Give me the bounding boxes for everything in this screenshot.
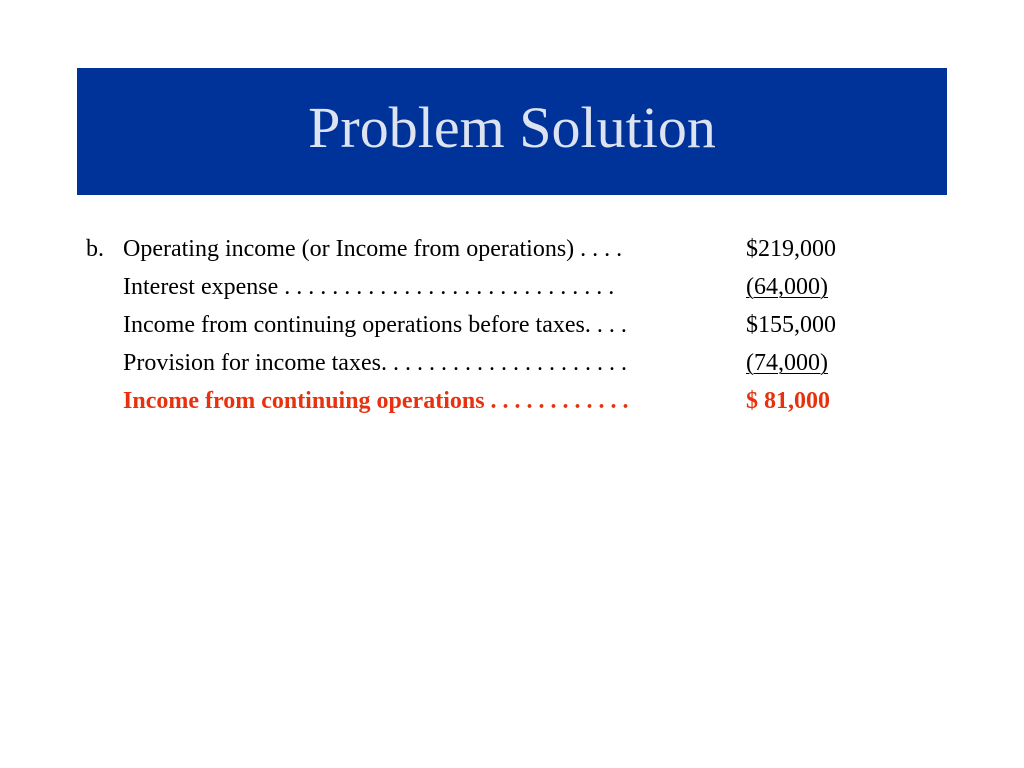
row-amount: $219,000: [746, 236, 836, 262]
row-amount: (74,000): [746, 350, 828, 376]
row-label: Income from continuing operations before taxes. . . .: [123, 312, 627, 338]
statement-row-income-before-taxes: [86, 310, 886, 348]
row-label: Interest expense . . . . . . . . . . . . . . . . . . . . . . . . . . . .: [123, 274, 615, 300]
statement-row-income-taxes: [86, 348, 886, 386]
row-amount: $155,000: [746, 312, 836, 338]
part-letter: b.: [86, 236, 104, 262]
row-amount: $ 81,000: [746, 388, 830, 414]
statement-row-operating-income: [86, 234, 886, 272]
statement-row-interest-expense: [86, 272, 886, 310]
income-statement: [86, 234, 886, 424]
row-amount: (64,000): [746, 274, 828, 300]
row-label: Income from continuing operations . . . . . . . . . . . .: [123, 388, 629, 414]
row-label: Operating income (or Income from operations) . . . .: [123, 236, 623, 262]
statement-row-income-continuing-operations: [86, 386, 886, 424]
row-label: Provision for income taxes. . . . . . . . . . . . . . . . . . . . .: [123, 350, 627, 376]
title-banner: [77, 68, 947, 195]
slide-title: Problem Solution: [308, 95, 716, 160]
